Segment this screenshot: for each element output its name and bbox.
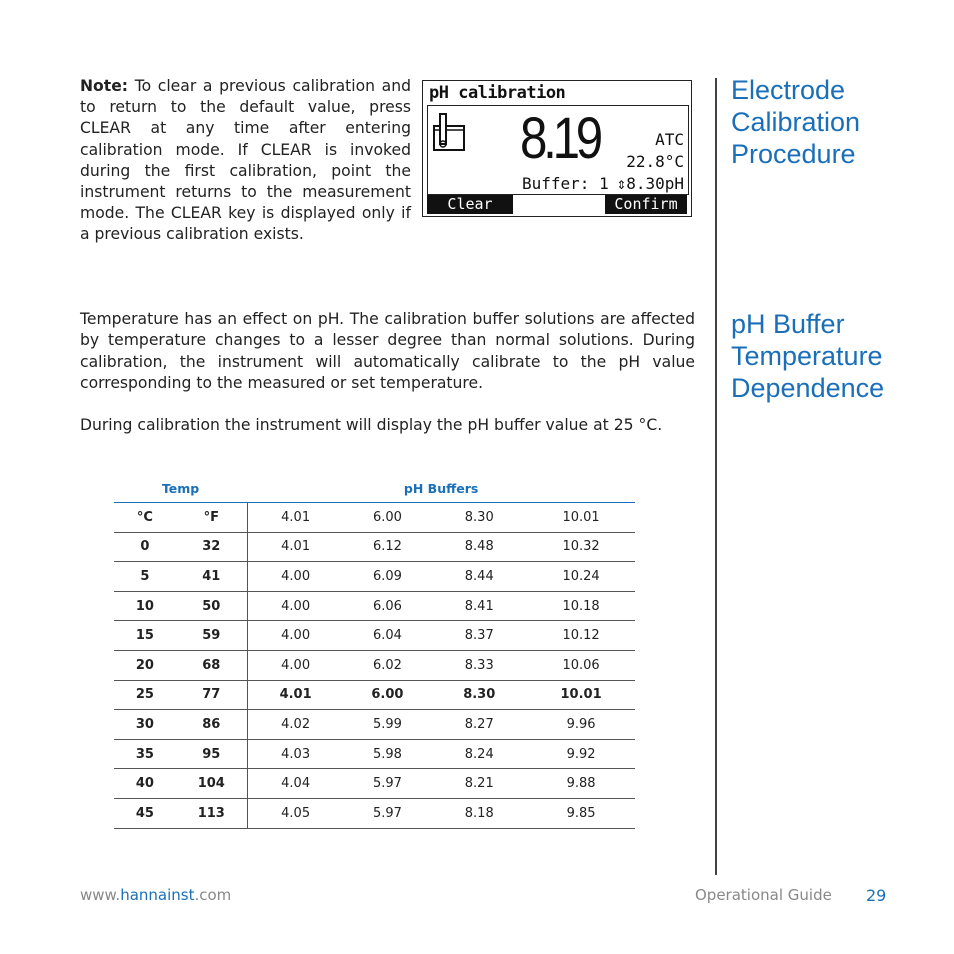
table-cell: 4.02 (247, 710, 343, 740)
table-cell: 8.33 (431, 650, 527, 680)
table-row (114, 798, 635, 828)
table-cell: 10.32 (527, 532, 635, 562)
table-row (114, 591, 635, 621)
table-row (114, 739, 635, 769)
table-cell: 8.21 (431, 769, 527, 799)
table-cell: 30 (114, 710, 176, 740)
website-url (80, 886, 231, 904)
table-cell: 20 (114, 650, 176, 680)
url-suffix: .com (194, 886, 232, 904)
page-number: 29 (866, 886, 887, 905)
table-row (114, 503, 635, 533)
table-cell: 9.85 (527, 798, 635, 828)
table-cell: 59 (176, 621, 247, 651)
table-cell: 4.01 (247, 680, 343, 710)
table-cell: 5.97 (344, 798, 432, 828)
table-cell: 5.97 (344, 769, 432, 799)
section-title-temperature (731, 308, 884, 404)
header-temp: Temp (114, 474, 247, 503)
table-cell: 6.06 (344, 591, 432, 621)
table-cell: 68 (176, 650, 247, 680)
section-title-calibration (731, 74, 860, 170)
table-cell: 10.01 (527, 503, 635, 533)
table-cell: 10.18 (527, 591, 635, 621)
temperature-paragraph: Temperature has an effect on pH. The calibration buffer solutions are affected by temperature changes to a lesser degree than normal solutions. During calibration, the instrument will automatically calibrate to the pH value corresponding to the measured or set temperature. (80, 310, 695, 392)
table-cell: 95 (176, 739, 247, 769)
column-divider (715, 78, 717, 875)
table-cell: 4.00 (247, 650, 343, 680)
table-cell: 4.03 (247, 739, 343, 769)
table-cell: °F (176, 503, 247, 533)
table-cell: 8.44 (431, 562, 527, 592)
title-line: Electrode (731, 75, 846, 105)
lcd-buffer-label: Buffer: 1 (522, 174, 609, 193)
lcd-display (422, 80, 692, 217)
header-ph-buffers: pH Buffers (247, 474, 635, 503)
table-cell: 6.12 (344, 532, 432, 562)
table-cell: 5 (114, 562, 176, 592)
table-cell: 4.01 (247, 532, 343, 562)
calibration-note (80, 76, 411, 246)
table-cell: 6.04 (344, 621, 432, 651)
url-brand: hannainst (120, 886, 195, 904)
table-header-row (114, 474, 635, 503)
display-paragraph: During calibration the instrument will display the pH buffer value at 25 °C. (80, 416, 663, 434)
table-cell: 77 (176, 680, 247, 710)
title-line: Procedure (731, 139, 856, 169)
table-cell: 6.02 (344, 650, 432, 680)
clear-softkey: Clear (427, 195, 513, 214)
table-cell: 5.99 (344, 710, 432, 740)
table-cell: 6.00 (344, 680, 432, 710)
table-cell: 0 (114, 532, 176, 562)
table-row (114, 621, 635, 651)
title-line: pH Buffer (731, 309, 845, 339)
table-cell: 113 (176, 798, 247, 828)
table-cell: 8.41 (431, 591, 527, 621)
buffer-table (114, 474, 635, 829)
title-line: Calibration (731, 107, 861, 137)
guide-label: Operational Guide (695, 886, 832, 904)
table-cell: 45 (114, 798, 176, 828)
table-cell: °C (114, 503, 176, 533)
table-cell: 10.01 (527, 680, 635, 710)
table-row (114, 650, 635, 680)
electrode-icon (432, 112, 468, 154)
table-body (114, 503, 635, 829)
table-cell: 4.01 (247, 503, 343, 533)
table-cell: 40 (114, 769, 176, 799)
table-cell: 6.00 (344, 503, 432, 533)
table-cell: 86 (176, 710, 247, 740)
lcd-title: pH calibration (429, 83, 566, 103)
table-cell: 9.88 (527, 769, 635, 799)
table-cell: 9.96 (527, 710, 635, 740)
table-row (114, 769, 635, 799)
lcd-reading: 8.19 (520, 106, 599, 171)
note-text: To clear a previous calibration and to return to the default value, press CLEAR at any time after entering calibration mode. If CLEAR is invoked during the first calibration, point the instrument returns to the measurement mode. The CLEAR key is displayed only if a previous calibration exists. (80, 77, 411, 244)
table-cell: 4.00 (247, 562, 343, 592)
table-cell: 32 (176, 532, 247, 562)
table-cell: 104 (176, 769, 247, 799)
table-cell: 41 (176, 562, 247, 592)
table-cell: 8.27 (431, 710, 527, 740)
table-cell: 9.92 (527, 739, 635, 769)
table-cell: 10.24 (527, 562, 635, 592)
table-cell: 6.09 (344, 562, 432, 592)
table-cell: 15 (114, 621, 176, 651)
note-label: Note: (80, 77, 129, 95)
table-cell: 8.24 (431, 739, 527, 769)
table-cell: 10.06 (527, 650, 635, 680)
confirm-softkey: Confirm (605, 195, 687, 214)
table-cell: 35 (114, 739, 176, 769)
table-cell: 4.00 (247, 621, 343, 651)
table-cell: 50 (176, 591, 247, 621)
title-line: Temperature (731, 341, 883, 371)
table-cell: 4.05 (247, 798, 343, 828)
lcd-buffer-value: ⇕8.30pH (616, 174, 684, 193)
url-prefix: www. (80, 886, 121, 904)
table-cell: 5.98 (344, 739, 432, 769)
table-row (114, 680, 635, 710)
table-cell: 8.37 (431, 621, 527, 651)
lcd-temperature: 22.8°C (626, 152, 684, 171)
table-cell: 8.30 (431, 503, 527, 533)
table-cell: 25 (114, 680, 176, 710)
table-row (114, 532, 635, 562)
title-line: Dependence (731, 373, 885, 403)
lcd-mode: ATC (655, 130, 684, 149)
table-row (114, 562, 635, 592)
table-cell: 8.30 (431, 680, 527, 710)
table-row (114, 710, 635, 740)
lcd-screen (427, 105, 689, 195)
table-cell: 8.48 (431, 532, 527, 562)
table-cell: 4.00 (247, 591, 343, 621)
table-cell: 8.18 (431, 798, 527, 828)
table-cell: 4.04 (247, 769, 343, 799)
table-cell: 10 (114, 591, 176, 621)
table-cell: 10.12 (527, 621, 635, 651)
